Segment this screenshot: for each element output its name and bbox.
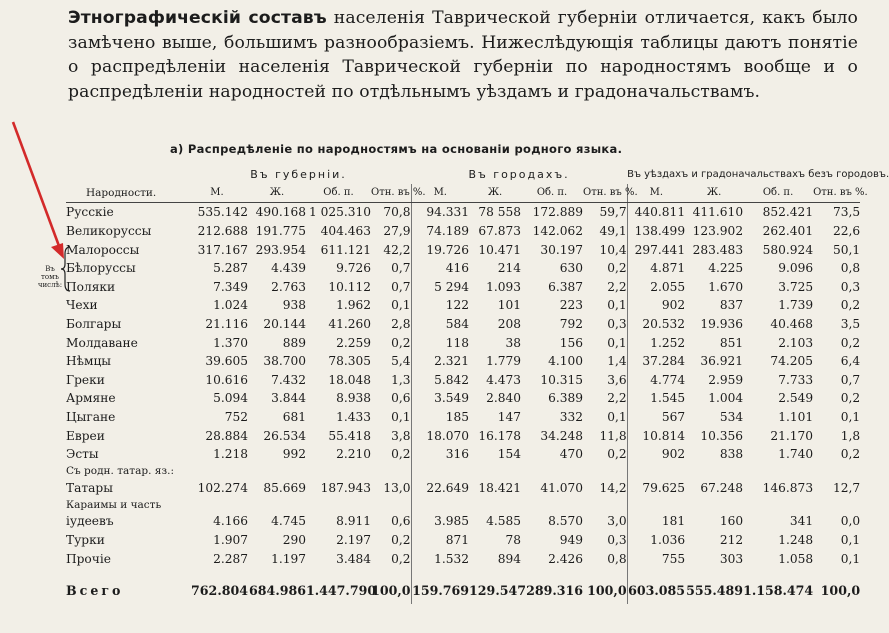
cell-value: 67.248 xyxy=(700,480,744,495)
cell-value: 2.840 xyxy=(486,391,522,406)
cell-value: 490.168 xyxy=(255,205,306,220)
cell-value: 262.401 xyxy=(762,224,814,239)
cell-value: 49,1 xyxy=(599,224,627,239)
cell-value: 38 xyxy=(505,335,522,350)
cell-value: 902 xyxy=(627,296,685,315)
cell-value: 28.884 xyxy=(205,428,248,443)
cell-value: 411.610 xyxy=(692,205,744,220)
cell-value: 289.316 xyxy=(526,583,584,599)
table-row xyxy=(66,389,860,408)
cell-value: 404.463 xyxy=(320,224,371,239)
cell-value: 159.769 xyxy=(411,568,469,604)
cell-value: 2.210 xyxy=(336,447,371,462)
cell-value: 10.356 xyxy=(700,428,744,443)
cell-value: 902 xyxy=(627,445,685,464)
cell-value: 1.036 xyxy=(627,531,685,550)
cell-value: 5,4 xyxy=(391,354,411,369)
cell-value: 1.740 xyxy=(778,447,814,462)
cell-value: 10.814 xyxy=(627,426,685,445)
cell-value: 3,6 xyxy=(607,372,627,387)
cell-value: 212.688 xyxy=(197,224,248,239)
cell-value: 755 xyxy=(627,549,685,568)
cell-value: 38.700 xyxy=(263,354,306,369)
tatars-note-text: Съ родн. татар. яз.: xyxy=(66,465,174,477)
cell-value: 70,8 xyxy=(383,205,411,220)
cell-value: 5.094 xyxy=(213,391,248,406)
cell-value: 18.070 xyxy=(411,426,469,445)
cell-value: 611.121 xyxy=(320,242,371,257)
cell-value: 147 xyxy=(497,410,522,425)
cell-value: 123.902 xyxy=(692,224,744,239)
cell-value: 534 xyxy=(719,410,744,425)
table-title: а) Распредѣленіе по народностямъ на основаніи родного языка. xyxy=(170,142,623,156)
cell-value: 10.315 xyxy=(540,372,584,387)
cell-value: 535.142 xyxy=(197,205,248,220)
table-row xyxy=(66,408,860,427)
cell-value: 838 xyxy=(719,447,744,462)
cell-value: 16.178 xyxy=(478,428,522,443)
cell-value: 0,2 xyxy=(840,335,861,350)
karaim-note xyxy=(66,497,860,512)
cell-value: 30.197 xyxy=(540,242,584,257)
cell-value: 871 xyxy=(411,531,469,550)
row-label: Евреи xyxy=(66,428,105,443)
cell-value: 0,2 xyxy=(391,335,411,350)
cell-value: 118 xyxy=(411,333,469,352)
cell-value: 3,0 xyxy=(607,514,627,529)
cell-value: 0,8 xyxy=(840,261,861,276)
cell-value: 10.471 xyxy=(478,242,522,257)
cell-value: 5.287 xyxy=(213,261,248,276)
col-header-m: М. xyxy=(186,184,248,203)
cell-value: 2,8 xyxy=(391,317,411,332)
row-label: Чехи xyxy=(66,298,98,313)
cell-value: 0,1 xyxy=(607,298,627,313)
table-row xyxy=(66,426,860,445)
cell-value: 567 xyxy=(627,408,685,427)
cell-value: 102.274 xyxy=(197,480,248,495)
cell-value: 0,2 xyxy=(840,391,861,406)
cell-value: 138.499 xyxy=(627,222,685,241)
cell-value: 6.389 xyxy=(548,391,584,406)
cell-value: 1.158.474 xyxy=(743,583,814,599)
cell-value: 317.167 xyxy=(197,242,248,257)
cell-value: 11,8 xyxy=(599,428,627,443)
col-header-pct: Отн. въ %. xyxy=(583,184,627,203)
row-label: Греки xyxy=(66,372,105,387)
cell-value: 0,2 xyxy=(391,532,411,547)
cell-value: 20.532 xyxy=(627,315,685,334)
col-header-zh: Ж. xyxy=(248,184,306,203)
cell-value: 1,4 xyxy=(607,354,627,369)
cell-value: 12,7 xyxy=(832,480,861,495)
table-row xyxy=(66,352,860,371)
cell-value: 79.625 xyxy=(627,479,685,498)
cell-value: 1,8 xyxy=(840,428,861,443)
cell-value: 2,2 xyxy=(607,391,627,406)
cell-value: 0,3 xyxy=(607,532,627,547)
intro-text: населенія Таврической губерніи отличается, какъ было замѣчено выше, большимъ разнообразіемъ. Нижеслѣдующія таблицы даютъ понятіе о распредѣленіи населенія Таврической губерніи по народностямъ вообще и о распредѣленіи народностей по отдѣльнымъ уѣздамъ и градоначальствамъ. xyxy=(68,8,858,102)
cell-value: 470 xyxy=(559,447,584,462)
cell-value: 332 xyxy=(559,410,584,425)
cell-value: 0,1 xyxy=(840,532,861,547)
intro-paragraph xyxy=(68,6,858,104)
cell-value: 73,5 xyxy=(832,205,861,220)
cell-value: 4.473 xyxy=(486,372,522,387)
cell-value: 5.842 xyxy=(411,371,469,390)
cell-value: 4.225 xyxy=(708,261,744,276)
cell-value: 3.844 xyxy=(271,391,306,406)
col-header-m: М. xyxy=(411,184,469,203)
cell-value: 36.921 xyxy=(700,354,744,369)
cell-value: 555.489 xyxy=(686,583,744,599)
cell-value: 630 xyxy=(559,261,584,276)
cell-value: 681 xyxy=(282,410,306,425)
cell-value: 0,7 xyxy=(840,372,861,387)
cell-value: 154 xyxy=(497,447,522,462)
cell-value: 160 xyxy=(719,514,744,529)
cell-value: 7.432 xyxy=(271,372,306,387)
cell-value: 212 xyxy=(719,532,744,547)
cell-value: 19.936 xyxy=(700,317,744,332)
group-cities: Въ городахъ. xyxy=(468,167,570,181)
cell-value: 3.549 xyxy=(411,389,469,408)
cell-value: 0,2 xyxy=(391,551,411,566)
cell-value: 122 xyxy=(411,296,469,315)
cell-value: 837 xyxy=(719,298,744,313)
row-label: Нѣмцы xyxy=(66,354,111,369)
cell-value: 3.484 xyxy=(336,551,371,566)
table-row xyxy=(66,445,860,464)
cell-value: 78 558 xyxy=(478,205,522,220)
table-row xyxy=(66,296,860,315)
cell-value: 0,0 xyxy=(840,514,861,529)
cell-value: 172.889 xyxy=(532,205,584,220)
cell-value: 1.962 xyxy=(336,298,371,313)
cell-value: 1.670 xyxy=(708,279,744,294)
cell-value: 20.144 xyxy=(263,317,306,332)
cell-value: 851 xyxy=(719,335,744,350)
cell-value: 584 xyxy=(411,315,469,334)
cell-value: 8.938 xyxy=(336,391,371,406)
cell-value: 101 xyxy=(497,298,522,313)
cell-value: 1.370 xyxy=(213,335,248,350)
row-label: Прочіе xyxy=(66,551,111,566)
cell-value: 1.739 xyxy=(778,298,814,313)
cell-value: 40.468 xyxy=(770,317,814,332)
table-row xyxy=(66,259,860,278)
cell-value: 4.166 xyxy=(213,514,248,529)
row-label: Эсты xyxy=(66,447,99,462)
table-row xyxy=(66,512,860,531)
table-row xyxy=(66,549,860,568)
cell-value: 1.907 xyxy=(213,532,248,547)
cell-value: 4.585 xyxy=(486,514,522,529)
cell-value: 603.085 xyxy=(627,568,685,604)
row-label: Великоруссы xyxy=(66,224,152,239)
cell-value: 74.189 xyxy=(411,222,469,241)
cell-value: 94.331 xyxy=(411,203,469,222)
row-label: Татары xyxy=(66,480,113,495)
col-header-m: М. xyxy=(627,184,685,203)
cell-value: 1.058 xyxy=(778,551,814,566)
row-label: іудеевъ xyxy=(66,514,114,529)
cell-value: 191.775 xyxy=(255,224,306,239)
cell-value: 9.726 xyxy=(336,261,371,276)
cell-value: 8.570 xyxy=(548,514,584,529)
cell-value: 297.441 xyxy=(627,240,685,259)
cell-value: 9.096 xyxy=(778,261,814,276)
cell-value: 85.669 xyxy=(263,480,306,495)
cell-value: 4.439 xyxy=(271,261,306,276)
cell-value: 18.048 xyxy=(328,372,371,387)
cell-value: 0,2 xyxy=(840,447,861,462)
arrow-shaft xyxy=(13,122,59,246)
cell-value: 208 xyxy=(497,317,522,332)
cell-value: 34.248 xyxy=(540,428,584,443)
col-header-total: Об. п. xyxy=(743,184,813,203)
cell-value: 55.418 xyxy=(328,428,371,443)
col-header-zh: Ж. xyxy=(469,184,521,203)
cell-value: 22,6 xyxy=(832,224,861,239)
cell-value: 0,3 xyxy=(840,279,861,294)
cell-value: 1.004 xyxy=(708,391,744,406)
cell-value: 0,1 xyxy=(607,410,627,425)
cell-value: 0,1 xyxy=(607,335,627,350)
table-row xyxy=(66,531,860,550)
cell-value: 1,3 xyxy=(391,372,411,387)
row-label: Бѣлоруссы xyxy=(66,261,136,276)
cell-value: 10.616 xyxy=(205,372,248,387)
col-header-zh: Ж. xyxy=(685,184,743,203)
cell-value: 21.170 xyxy=(770,428,814,443)
cell-value: 18.421 xyxy=(478,480,522,495)
cell-value: 156 xyxy=(559,335,584,350)
cell-value: 752 xyxy=(224,410,248,425)
row-label: Цыгане xyxy=(66,410,116,425)
cell-value: 2.197 xyxy=(336,532,371,547)
col-header-total: Об. п. xyxy=(521,184,583,203)
col-header-nationality: Народности. xyxy=(66,184,186,203)
cell-value: 1.779 xyxy=(486,354,522,369)
cell-value: 2.259 xyxy=(336,335,371,350)
cell-value: 1.218 xyxy=(213,447,248,462)
cell-value: 26.534 xyxy=(263,428,306,443)
cell-value: 290 xyxy=(282,532,306,547)
cell-value: 39.605 xyxy=(205,354,248,369)
cell-value: 0,7 xyxy=(391,261,411,276)
cell-value: 100,0 xyxy=(820,583,861,599)
cell-value: 0,6 xyxy=(391,514,411,529)
cell-value: 2.321 xyxy=(411,352,469,371)
cell-value: 0,1 xyxy=(391,410,411,425)
cell-value: 0,3 xyxy=(607,317,627,332)
table-row xyxy=(66,315,860,334)
karaim-note-text: Караимы и часть xyxy=(66,498,162,511)
col-header-pct: Отн. въ %. xyxy=(371,184,411,203)
cell-value: 37.284 xyxy=(627,352,685,371)
cell-value: 0,2 xyxy=(607,447,627,462)
cell-value: 762.804 xyxy=(191,583,248,599)
cell-value: 1.447.790 xyxy=(306,583,377,599)
cell-value: 50,1 xyxy=(832,242,861,257)
table-row xyxy=(66,240,860,259)
cell-value: 0,1 xyxy=(840,410,861,425)
cell-value: 146.873 xyxy=(762,480,814,495)
col-header-pct: Отн. въ %. xyxy=(813,184,860,203)
cell-value: 580.924 xyxy=(762,242,814,257)
group-province: Въ губерніи. xyxy=(250,167,347,181)
cell-value: 0,1 xyxy=(840,551,861,566)
cell-value: 1.433 xyxy=(336,410,371,425)
cell-value: 1.532 xyxy=(411,549,469,568)
row-label: Армяне xyxy=(66,391,116,406)
cell-value: 894 xyxy=(497,551,522,566)
cell-value: 5 294 xyxy=(411,278,469,297)
cell-value: 0,8 xyxy=(607,551,627,566)
cell-value: 0,6 xyxy=(391,391,411,406)
table-row xyxy=(66,371,860,390)
cell-value: 10.112 xyxy=(328,279,371,294)
row-label: Русскіе xyxy=(66,205,114,220)
cell-value: 792 xyxy=(559,317,584,332)
cell-value: 78.305 xyxy=(328,354,371,369)
cell-value: 0,2 xyxy=(607,261,627,276)
table-row xyxy=(66,278,860,297)
table-row xyxy=(66,203,860,222)
col-header-total: Об. п. xyxy=(306,184,371,203)
cell-value: 2.426 xyxy=(548,551,584,566)
population-table xyxy=(66,165,889,604)
cell-value: 1.093 xyxy=(486,279,522,294)
cell-value: 4.100 xyxy=(548,354,584,369)
cell-value: 2.103 xyxy=(778,335,814,350)
cell-value: 13,0 xyxy=(383,480,411,495)
cell-value: 8.911 xyxy=(336,514,371,529)
cell-value: 1 025.310 xyxy=(308,205,371,220)
cell-value: 67.873 xyxy=(478,224,522,239)
cell-value: 6,4 xyxy=(840,354,861,369)
cell-value: 129.547 xyxy=(469,583,526,599)
cell-value: 3,8 xyxy=(391,428,411,443)
cell-value: 684.986 xyxy=(249,583,306,599)
cell-value: 2.763 xyxy=(271,279,306,294)
table-row xyxy=(66,479,860,498)
cell-value: 181 xyxy=(627,512,685,531)
cell-value: 6.387 xyxy=(548,279,584,294)
cell-value: 22.649 xyxy=(411,479,469,498)
cell-value: 2.549 xyxy=(778,391,814,406)
table-body xyxy=(66,203,860,604)
row-label: Молдаване xyxy=(66,335,138,350)
cell-value: 1.248 xyxy=(778,532,814,547)
cell-value: 2,2 xyxy=(607,279,627,294)
cell-value: 440.811 xyxy=(627,203,685,222)
cell-value: 7.349 xyxy=(213,279,248,294)
intro-bold-lead: Этнографическій составъ xyxy=(68,8,327,28)
cell-value: 1.252 xyxy=(627,333,685,352)
cell-value: 852.421 xyxy=(762,205,814,220)
cell-value: 1.545 xyxy=(627,389,685,408)
cell-value: 59,7 xyxy=(599,205,627,220)
cell-value: 0,2 xyxy=(840,298,861,313)
cell-value: 223 xyxy=(559,298,584,313)
cell-value: 142.062 xyxy=(532,224,584,239)
cell-value: 187.943 xyxy=(320,480,371,495)
cell-value: 3.725 xyxy=(778,279,814,294)
cell-value: 0,2 xyxy=(391,447,411,462)
cell-value: 19.726 xyxy=(411,240,469,259)
cell-value: 303 xyxy=(719,551,744,566)
column-header-row xyxy=(66,184,860,203)
cell-value: 21.116 xyxy=(205,317,248,332)
row-label: Поляки xyxy=(66,279,116,294)
row-label: Болгары xyxy=(66,317,122,332)
cell-value: 42,2 xyxy=(383,242,411,257)
cell-value: 889 xyxy=(282,335,306,350)
cell-value: 949 xyxy=(559,532,584,547)
cell-value: 41.260 xyxy=(328,317,371,332)
table-row xyxy=(66,222,860,241)
cell-value: 2.055 xyxy=(627,278,685,297)
cell-value: 2.959 xyxy=(708,372,744,387)
cell-value: 4.871 xyxy=(627,259,685,278)
cell-value: 10,4 xyxy=(599,242,627,257)
table-row xyxy=(66,333,860,352)
cell-value: 2.287 xyxy=(213,551,248,566)
group-districts: Въ уѣздахъ и градоначальствахъ безъ городовъ. xyxy=(627,168,889,180)
cell-value: 938 xyxy=(282,298,306,313)
cell-value: 1.197 xyxy=(271,551,306,566)
row-label: Всего xyxy=(66,583,124,599)
cell-value: 1.101 xyxy=(778,410,814,425)
cell-value: 41.070 xyxy=(540,480,584,495)
cell-value: 78 xyxy=(505,532,522,547)
cell-value: 293.954 xyxy=(255,242,306,257)
cell-value: 0,1 xyxy=(391,298,411,313)
row-label: Турки xyxy=(66,532,105,547)
cell-value: 992 xyxy=(282,447,306,462)
cell-value: 27,9 xyxy=(383,224,411,239)
cell-value: 3.985 xyxy=(411,512,469,531)
cell-value: 1.024 xyxy=(213,298,248,313)
cell-value: 3,5 xyxy=(840,317,861,332)
side-note: Въ томъ числѣ: xyxy=(37,265,63,289)
cell-value: 7.733 xyxy=(778,372,814,387)
group-header-row xyxy=(66,165,860,184)
total-row xyxy=(66,568,860,604)
cell-value: 100,0 xyxy=(587,583,627,599)
cell-value: 100,0 xyxy=(371,583,411,599)
cell-value: 4.745 xyxy=(271,514,306,529)
cell-value: 74.205 xyxy=(770,354,814,369)
row-label: Малороссы xyxy=(66,242,140,257)
cell-value: 416 xyxy=(411,259,469,278)
cell-value: 316 xyxy=(411,445,469,464)
cell-value: 185 xyxy=(411,408,469,427)
cell-value: 4.774 xyxy=(627,371,685,390)
cell-value: 0,7 xyxy=(391,279,411,294)
cell-value: 14,2 xyxy=(599,480,627,495)
tatars-note xyxy=(66,464,860,479)
cell-value: 341 xyxy=(789,514,814,529)
cell-value: 283.483 xyxy=(692,242,744,257)
cell-value: 214 xyxy=(497,261,522,276)
